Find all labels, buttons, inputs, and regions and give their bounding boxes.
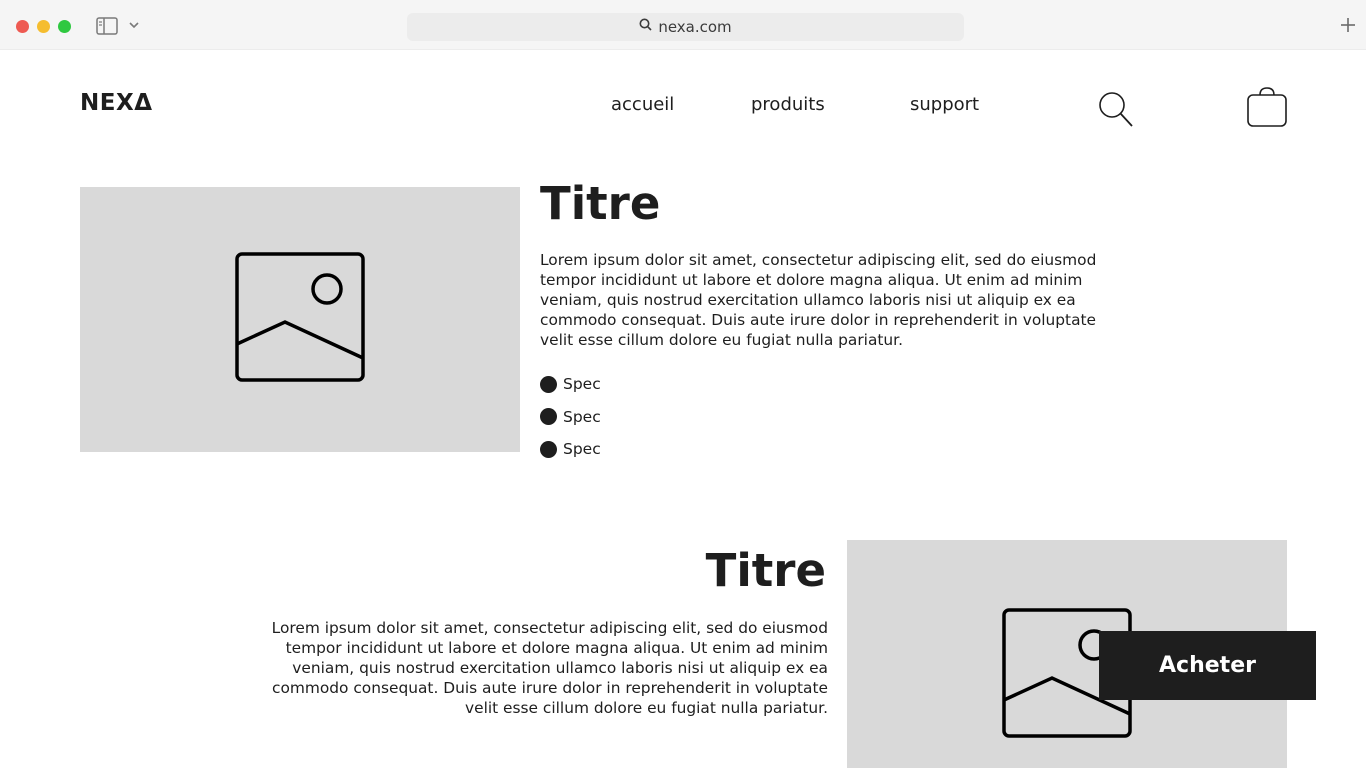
spec-label: Spec (563, 375, 601, 394)
search-icon (639, 18, 652, 36)
close-window-button[interactable] (16, 20, 29, 33)
section-description: Lorem ipsum dolor sit amet, consectetur adipiscing elit, sed do eiusmod tempor incididunt ut labore et dolore magna aliqua. Ut enim ad minim veniam, quis nostrud exercitation ullamco laboris nisi ut aliquip ex ea commodo consequat. Duis aute irure dolor in reprehenderit in voluptate velit esse cillum dolore eu fugiat nulla pariatur. (540, 251, 1097, 349)
buy-button[interactable]: Acheter (1099, 631, 1316, 700)
site-logo[interactable]: NEXΔ (80, 90, 153, 116)
url-text: nexa.com (658, 18, 732, 36)
nav-link-produits[interactable]: produits (751, 94, 825, 115)
image-placeholder-icon (235, 252, 365, 387)
section-description: Lorem ipsum dolor sit amet, consectetur adipiscing elit, sed do eiusmod tempor incididunt ut labore et dolore magna aliqua. Ut enim ad minim veniam, quis nostrud exercitation ullamco laboris nisi ut aliquip ex ea commodo consequat. Duis aute irure dolor in reprehenderit in voluptate velit esse cillum dolore eu fugiat nulla pariatur. (271, 619, 828, 717)
spec-label: Spec (563, 407, 601, 426)
search-icon[interactable] (1096, 90, 1136, 130)
sidebar-icon[interactable] (96, 17, 118, 35)
section-title: Titre (540, 177, 661, 230)
bullet-icon (540, 408, 557, 425)
product-image-placeholder (80, 187, 520, 452)
nav-link-support[interactable]: support (910, 94, 980, 115)
shopping-bag-icon[interactable] (1246, 86, 1288, 128)
spec-item (540, 368, 601, 401)
plus-icon[interactable] (1338, 14, 1358, 36)
address-bar[interactable] (407, 13, 964, 41)
browser-toolbar (0, 0, 1366, 50)
minimize-window-button[interactable] (37, 20, 50, 33)
spec-list (540, 368, 601, 466)
spec-item (540, 433, 601, 466)
spec-label: Spec (563, 440, 601, 459)
spec-item (540, 401, 601, 434)
section-title: Titre (705, 544, 826, 597)
nav-link-accueil[interactable]: accueil (611, 94, 675, 115)
bullet-icon (540, 376, 557, 393)
zoom-window-button[interactable] (58, 20, 71, 33)
bullet-icon (540, 441, 557, 458)
chevron-down-icon[interactable] (128, 18, 140, 32)
